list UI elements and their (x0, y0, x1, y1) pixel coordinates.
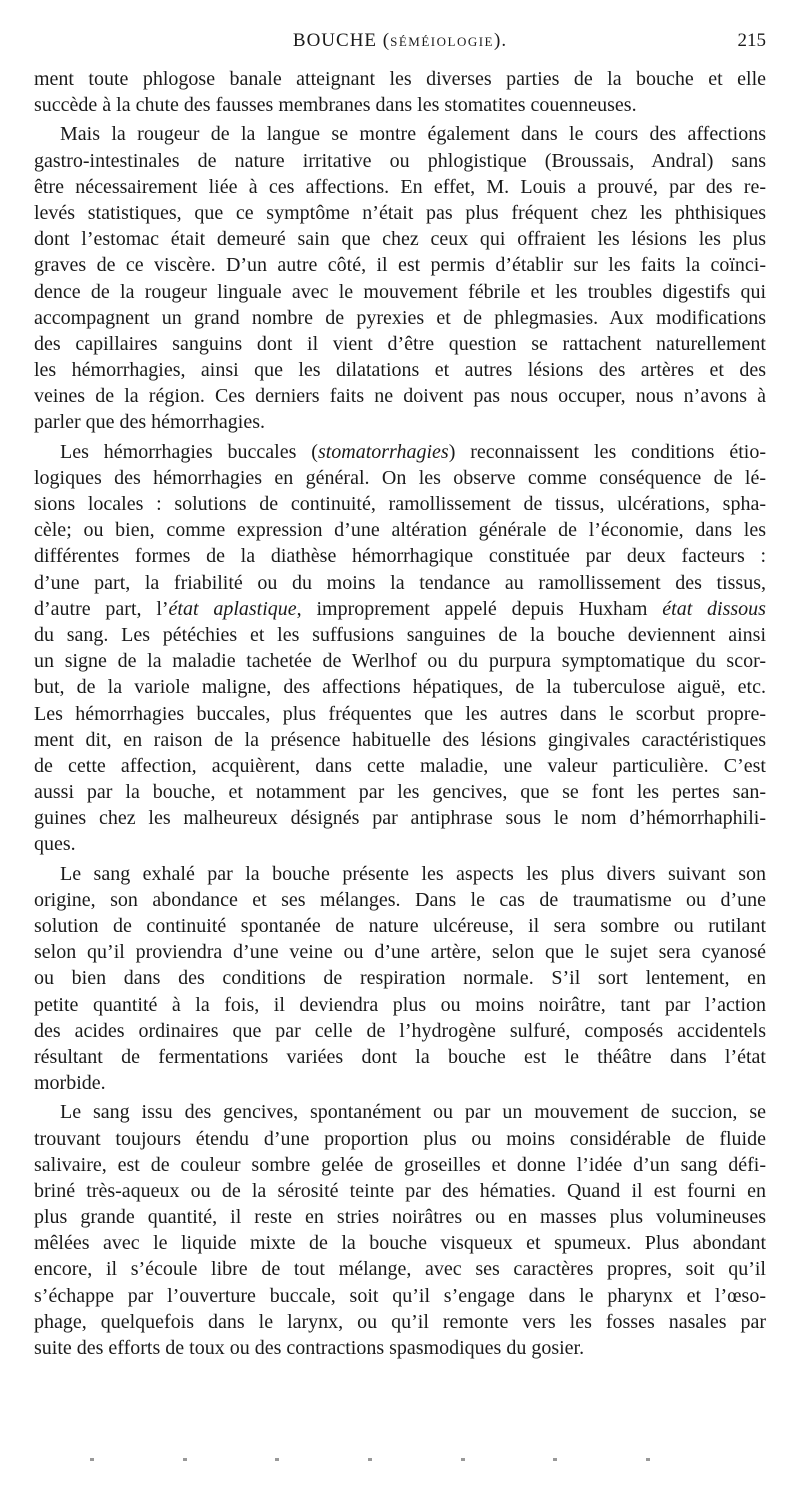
paragraph (34, 66, 766, 118)
text-line: résultant de fermentations variées dont la bouche est le théâtre dans l’état (34, 1045, 766, 1068)
running-title-subject: SÉMÉIOLOGIE (390, 34, 494, 49)
text-line: du sang. Les pétéchies et les suffusions sanguines de la bouche deviennent ainsi (34, 623, 766, 646)
text-line: phage, quelquefois dans le larynx, ou qu’il remonte vers les fosses nasales par (34, 1310, 766, 1333)
text-line: ou bien dans des conditions de respiration normale. S’il sort lentement, en (34, 967, 766, 990)
paragraph (34, 861, 766, 1097)
text-line: dont l’estomac était demeuré sain que chez ceux qui offraient les lésions les plus (34, 228, 766, 251)
margin-mark (368, 1458, 372, 1461)
running-title (34, 30, 766, 52)
text-line: origine, son abondance et ses mélanges. Dans le cas de traumatisme ou d’une (34, 888, 766, 911)
text-line: Le sang exhalé par la bouche présente les aspects les plus divers suivant son (60, 862, 766, 885)
text-line: plus grande quantité, il reste en stries noirâtres ou en masses plus volumineuses (34, 1206, 766, 1229)
text-line: gastro-intestinales de nature irritative ou phlogistique (Broussais, Andral) sans (34, 149, 766, 172)
text-line: ment toute phlogose banale atteignant les diverses parties de la bouche et elle (34, 68, 766, 90)
text-line: Mais la rougeur de la langue se montre également dans le cours des affections (60, 123, 766, 146)
text-line: accompagnent un grand nombre de pyrexies et de phlegmasies. Aux modifications (34, 306, 766, 329)
text-line: but, de la variole maligne, des affections hépatiques, de la tuberculose aiguë, etc. (34, 676, 766, 699)
text-line: salivaire, est de couleur sombre gelée de groseilles et donne l’idée d’un sang défi- (34, 1153, 766, 1176)
text-line: des acides ordinaires que par celle de l’hydrogène sulfuré, composés accidentels (34, 1019, 766, 1042)
text-line: sions locales : solutions de continuité, ramollissement de tissus, ulcérations, spha- (34, 493, 766, 515)
text-line: suite des efforts de toux ou des contractions spasmodiques du gosier. (34, 1337, 585, 1359)
text-line: succède à la chute des fausses membranes dans les stomatites couenneuses. (34, 94, 637, 117)
text-line: cèle; ou bien, comme expression d’une altération générale de l’économie, dans les (34, 519, 766, 542)
margin-mark (553, 1458, 557, 1461)
text-line: des capillaires sanguins dont il vient d’être question se rattachent naturellement (34, 332, 766, 355)
margin-mark (461, 1458, 465, 1461)
text-line: veines de la région. Ces derniers faits ne doivent pas nous occuper, nous n’avons à (34, 385, 766, 408)
paragraph (34, 439, 766, 858)
text-line: s’échappe par l’ouverture buccale, soit qu’il s’engage dans le pharynx et l’œso- (34, 1284, 766, 1307)
text-line: parler que des hémorrhagies. (34, 411, 266, 434)
bottom-margin-marks (90, 1458, 650, 1464)
text-line: briné très-aqueux ou de la sérosité teinte par des hématies. Quand il est fourni en (34, 1179, 766, 1202)
text-line: graves de ce viscère. D’un autre côté, il est permis d’établir sur les faits la coïnci- (34, 254, 766, 277)
margin-mark (90, 1458, 94, 1461)
paragraph (34, 1099, 766, 1361)
text-line: morbide. (34, 1072, 106, 1095)
page-header (34, 30, 766, 56)
text-line: d’une part, la friabilité ou du moins la tendance au ramollissement des tissus, (34, 571, 766, 594)
text-line: petite quantité à la fois, il deviendra plus ou moins noirâtre, tant par l’action (34, 993, 766, 1016)
text-line: Le sang issu des gencives, spontanément ou par un mouvement de succion, se (60, 1101, 766, 1124)
text-line: être nécessairement liée à ces affections. En effet, M. Louis a prouvé, par des re- (34, 175, 766, 198)
margin-mark (646, 1458, 650, 1461)
running-title-main: BOUCHE ( (292, 30, 391, 51)
text-line: les hémorrhagies, ainsi que les dilatations et autres lésions des artères et des (34, 359, 766, 382)
paragraph (34, 121, 766, 435)
text-line: levés statistiques, que ce symptôme n’était pas plus fréquent chez les phthisiques (34, 201, 766, 224)
page-number: 215 (737, 30, 766, 51)
text-line: différentes formes de la diathèse hémorrhagique constituée par deux facteurs : (34, 545, 766, 568)
text-line: encore, il s’écoule libre de tout mélange, avec ses caractères propres, soit qu’il (34, 1258, 766, 1281)
text-line: solution de continuité spontanée de nature ulcéreuse, il sera sombre ou rutilant (34, 915, 766, 937)
running-title-end: ). (494, 30, 508, 51)
text-line: ment dit, en raison de la présence habituelle des lésions gingivales caractéristiques (34, 728, 766, 751)
text-line: dence de la rougeur linguale avec le mouvement fébrile et les troubles digestifs qui (34, 280, 766, 303)
text-line: un signe de la maladie tachetée de Werlhof ou du purpura symptomatique du scor- (34, 650, 766, 673)
body-text (34, 66, 766, 1364)
text-line: selon qu’il proviendra d’une veine ou d’une artère, selon que le sujet sera cyanosé (34, 941, 766, 964)
text-line: Les hémorrhagies buccales (stomatorrhagies) reconnaissent les conditions étio- (60, 440, 766, 463)
text-line: trouvant toujours étendu d’une proportion plus ou moins considérable de fluide (34, 1127, 766, 1150)
text-line: guines chez les malheureux désignés par antiphrase sous le nom d’hémorrhaphili- (34, 807, 766, 830)
text-line: Les hémorrhagies buccales, plus fréquentes que les autres dans le scorbut propre- (34, 702, 766, 725)
text-line: mêlées avec le liquide mixte de la bouche visqueux et spumeux. Plus abondant (34, 1232, 766, 1255)
text-line: d’autre part, l’état aplastique, improprement appelé depuis Huxham état dissous (34, 597, 766, 620)
text-line: de cette affection, acquièrent, dans cette maladie, une valeur particulière. C’est (34, 754, 766, 777)
text-line: aussi par la bouche, et notamment par les gencives, que se font les pertes san- (34, 781, 766, 804)
text-line: logiques des hémorrhagies en général. On les observe comme conséquence de lé- (34, 466, 766, 489)
margin-mark (275, 1458, 279, 1461)
margin-mark (183, 1458, 187, 1461)
text-line: ques. (34, 833, 76, 856)
